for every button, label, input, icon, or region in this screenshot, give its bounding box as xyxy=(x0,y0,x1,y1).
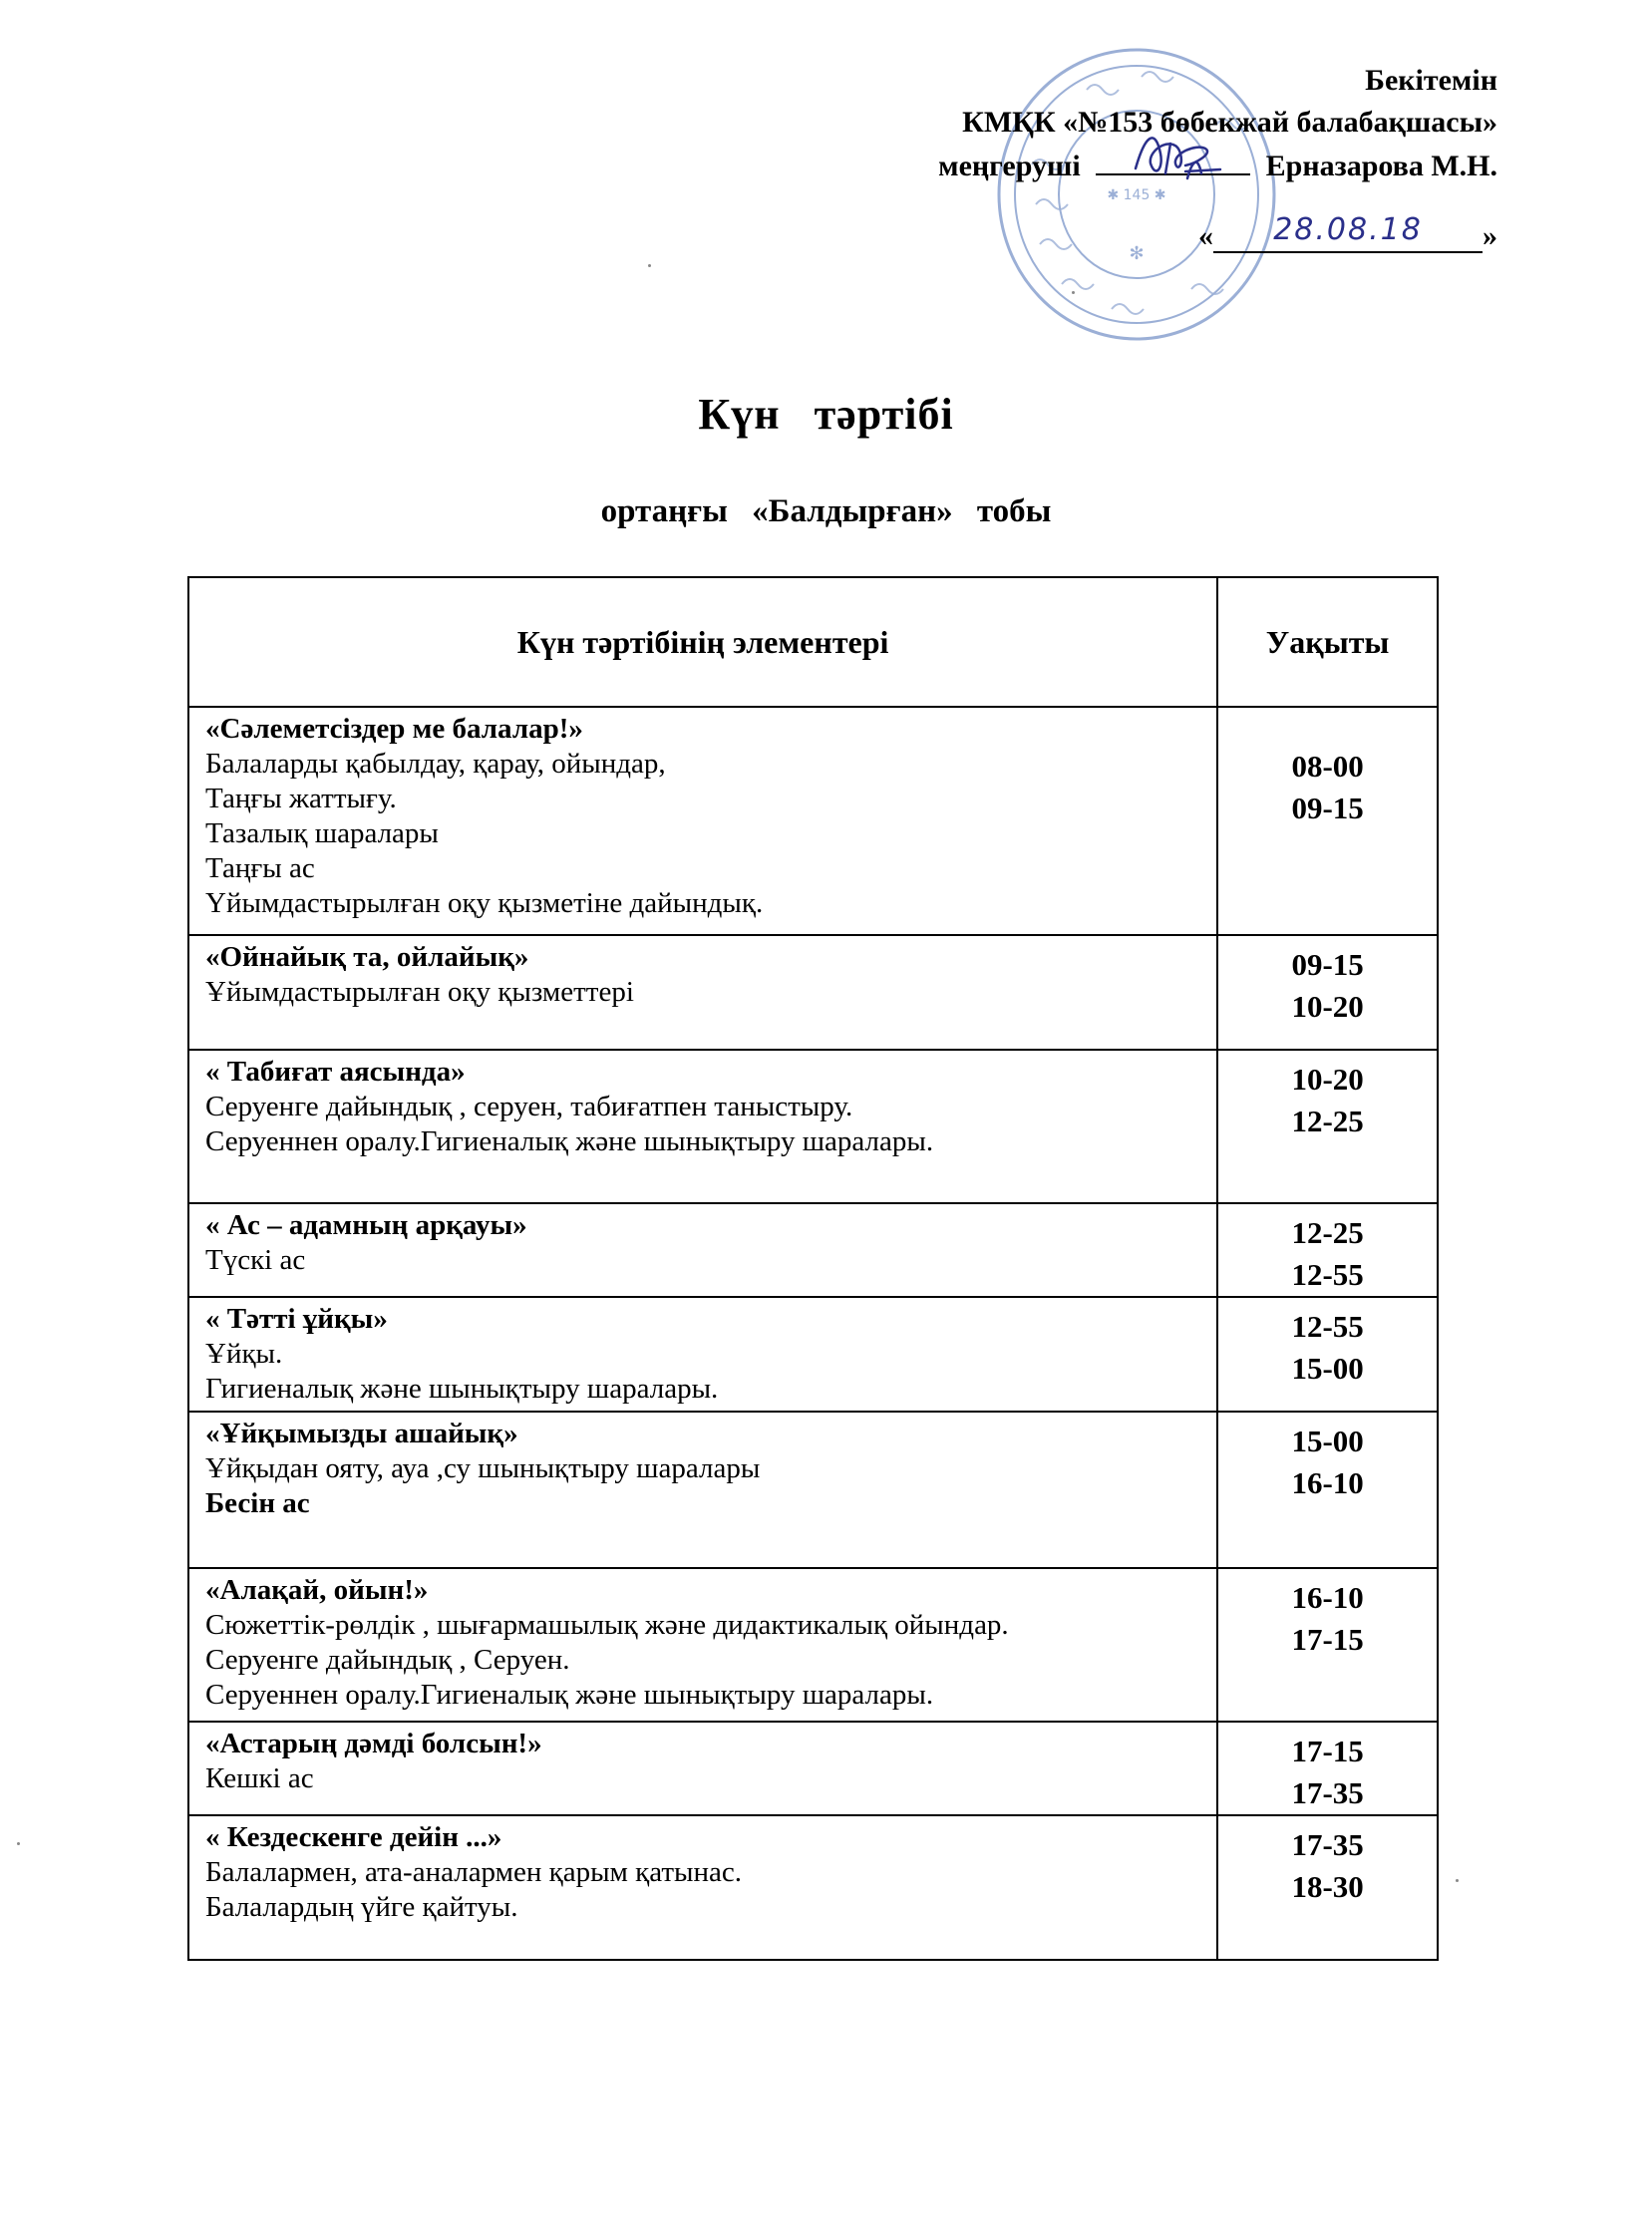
activity-line: Балалармен, ата-аналармен қарым қатынас. xyxy=(205,1856,743,1888)
activity-cell xyxy=(188,1297,1217,1412)
activity-cell xyxy=(188,1568,1217,1722)
date-close-quote: » xyxy=(1483,219,1497,252)
activity-line: Ұйқыдан ояту, ауа ,су шынықтыру шаралары xyxy=(205,1452,761,1484)
activity-title: «Ұйқымызды ашайық» xyxy=(205,1418,518,1449)
time-cell xyxy=(1217,1722,1438,1815)
schedule-body xyxy=(188,707,1438,1960)
page-subtitle: ортаңғы «Балдырған» тобы xyxy=(600,493,1052,529)
time-end: 09-15 xyxy=(1291,791,1364,825)
time-cell xyxy=(1217,935,1438,1050)
time-start: 09-15 xyxy=(1291,947,1364,982)
activity-line: Ұйқы. xyxy=(205,1338,283,1370)
scan-speck xyxy=(648,264,651,267)
activity-title: « Табиғат аясында» xyxy=(205,1056,466,1088)
svg-text:✻: ✻ xyxy=(1129,243,1145,264)
time-cell xyxy=(1217,1203,1438,1297)
activity-line: Гигиеналық және шынықтыру шаралары. xyxy=(205,1373,719,1405)
time-cell xyxy=(1217,1050,1438,1203)
time-end: 15-00 xyxy=(1291,1351,1364,1386)
page-title: Күн тәртібі xyxy=(698,390,954,439)
time-start: 08-00 xyxy=(1291,749,1364,784)
table-row xyxy=(188,1050,1438,1203)
activity-title: « Тәтті ұйқы» xyxy=(205,1303,388,1335)
approval-signature-row xyxy=(938,144,1497,187)
schedule-table xyxy=(187,576,1439,1961)
activity-line: Серуеннен оралу.Гигиеналық және шынықтыру шаралары. xyxy=(205,1679,934,1711)
table-row xyxy=(188,1412,1438,1568)
table-row xyxy=(188,1297,1438,1412)
activity-cell xyxy=(188,1722,1217,1815)
time-cell xyxy=(1217,1297,1438,1412)
table-row xyxy=(188,1815,1438,1960)
activity-line: Тазалық шаралары xyxy=(205,817,439,849)
time-end: 12-25 xyxy=(1291,1104,1364,1138)
svg-text:✱ 145 ✱: ✱ 145 ✱ xyxy=(1107,187,1166,203)
header-time: Уақыты xyxy=(1217,577,1438,707)
approval-date-row xyxy=(938,212,1497,257)
signature-line xyxy=(1096,144,1250,175)
time-cell xyxy=(1217,1412,1438,1568)
table-row xyxy=(188,707,1438,935)
date-open-quote: « xyxy=(1198,219,1213,252)
time-end: 17-35 xyxy=(1291,1775,1364,1810)
handwritten-date: 28.08.18 xyxy=(1273,212,1423,247)
activity-title: «Ойнайық та, ойлайық» xyxy=(205,941,529,973)
activity-line-bold: Бесін ас xyxy=(205,1487,310,1519)
time-start: 15-00 xyxy=(1291,1424,1364,1458)
header-elements: Күн тәртібінің элементері xyxy=(188,577,1217,707)
activity-title: « Ас – адамның арқауы» xyxy=(205,1209,527,1241)
activity-line: Серуенге дайындық , Серуен. xyxy=(205,1644,570,1676)
activity-line: Серуенге дайындық , серуен, табиғатпен таныстыру. xyxy=(205,1091,853,1122)
activity-title: «Алақай, ойын!» xyxy=(205,1574,429,1606)
activity-line: Таңғы ас xyxy=(205,852,315,884)
time-start: 17-15 xyxy=(1291,1734,1364,1768)
date-line xyxy=(1213,212,1483,253)
activity-cell xyxy=(188,935,1217,1050)
activity-title: « Кездескенге дейін ...» xyxy=(205,1821,502,1853)
table-row xyxy=(188,1203,1438,1297)
time-start: 12-55 xyxy=(1291,1309,1364,1344)
activity-cell xyxy=(188,1203,1217,1297)
activity-line: Балалардың үйге қайтуы. xyxy=(205,1891,518,1923)
activity-line: Балаларды қабылдау, қарау, ойындар, xyxy=(205,748,666,780)
activity-title: «Астарың дәмді болсын!» xyxy=(205,1728,542,1759)
time-start: 10-20 xyxy=(1291,1062,1364,1097)
time-end: 18-30 xyxy=(1291,1869,1364,1904)
time-cell xyxy=(1217,1568,1438,1722)
activity-line: Ұйымдастырылған оқу қызметтері xyxy=(205,976,634,1008)
time-end: 17-15 xyxy=(1291,1622,1364,1657)
activity-line: Кешкі ас xyxy=(205,1762,314,1794)
activity-title: «Сәлеметсіздер ме балалар!» xyxy=(205,713,583,745)
scan-speck xyxy=(1456,1879,1459,1882)
table-row xyxy=(188,935,1438,1050)
approval-name: Ерназарова М.Н. xyxy=(1265,150,1497,182)
activity-cell xyxy=(188,1050,1217,1203)
activity-line: Түскі ас xyxy=(205,1244,306,1276)
time-start: 16-10 xyxy=(1291,1580,1364,1615)
approval-heading: Бекітемін xyxy=(1365,64,1497,97)
table-row xyxy=(188,1568,1438,1722)
table-header-row xyxy=(188,577,1438,707)
activity-line: Сюжеттік-рөлдік , шығармашылық және дидактикалық ойындар. xyxy=(205,1609,1009,1641)
table-row xyxy=(188,1722,1438,1815)
approval-role: меңгеруші xyxy=(938,150,1081,182)
time-end: 12-55 xyxy=(1291,1257,1364,1292)
time-end: 10-20 xyxy=(1291,989,1364,1024)
activity-cell xyxy=(188,1412,1217,1568)
scan-speck xyxy=(17,1842,20,1845)
approval-block xyxy=(938,60,1497,257)
activity-cell xyxy=(188,707,1217,935)
scan-speck xyxy=(1072,291,1075,294)
time-end: 16-10 xyxy=(1291,1465,1364,1500)
activity-line: Таңғы жаттығу. xyxy=(205,783,397,814)
activity-line: Үйымдастырылған оқу қызметіне дайындық. xyxy=(205,887,764,919)
time-cell xyxy=(1217,707,1438,935)
handwritten-signature xyxy=(1126,124,1235,193)
time-start: 17-35 xyxy=(1291,1827,1364,1862)
time-start: 12-25 xyxy=(1291,1215,1364,1250)
approval-organization: КМҚК «№153 бөбекжай балабақшасы» xyxy=(962,106,1497,139)
activity-cell xyxy=(188,1815,1217,1960)
activity-line: Серуеннен оралу.Гигиеналық және шынықтыру шаралары. xyxy=(205,1125,934,1157)
time-cell xyxy=(1217,1815,1438,1960)
